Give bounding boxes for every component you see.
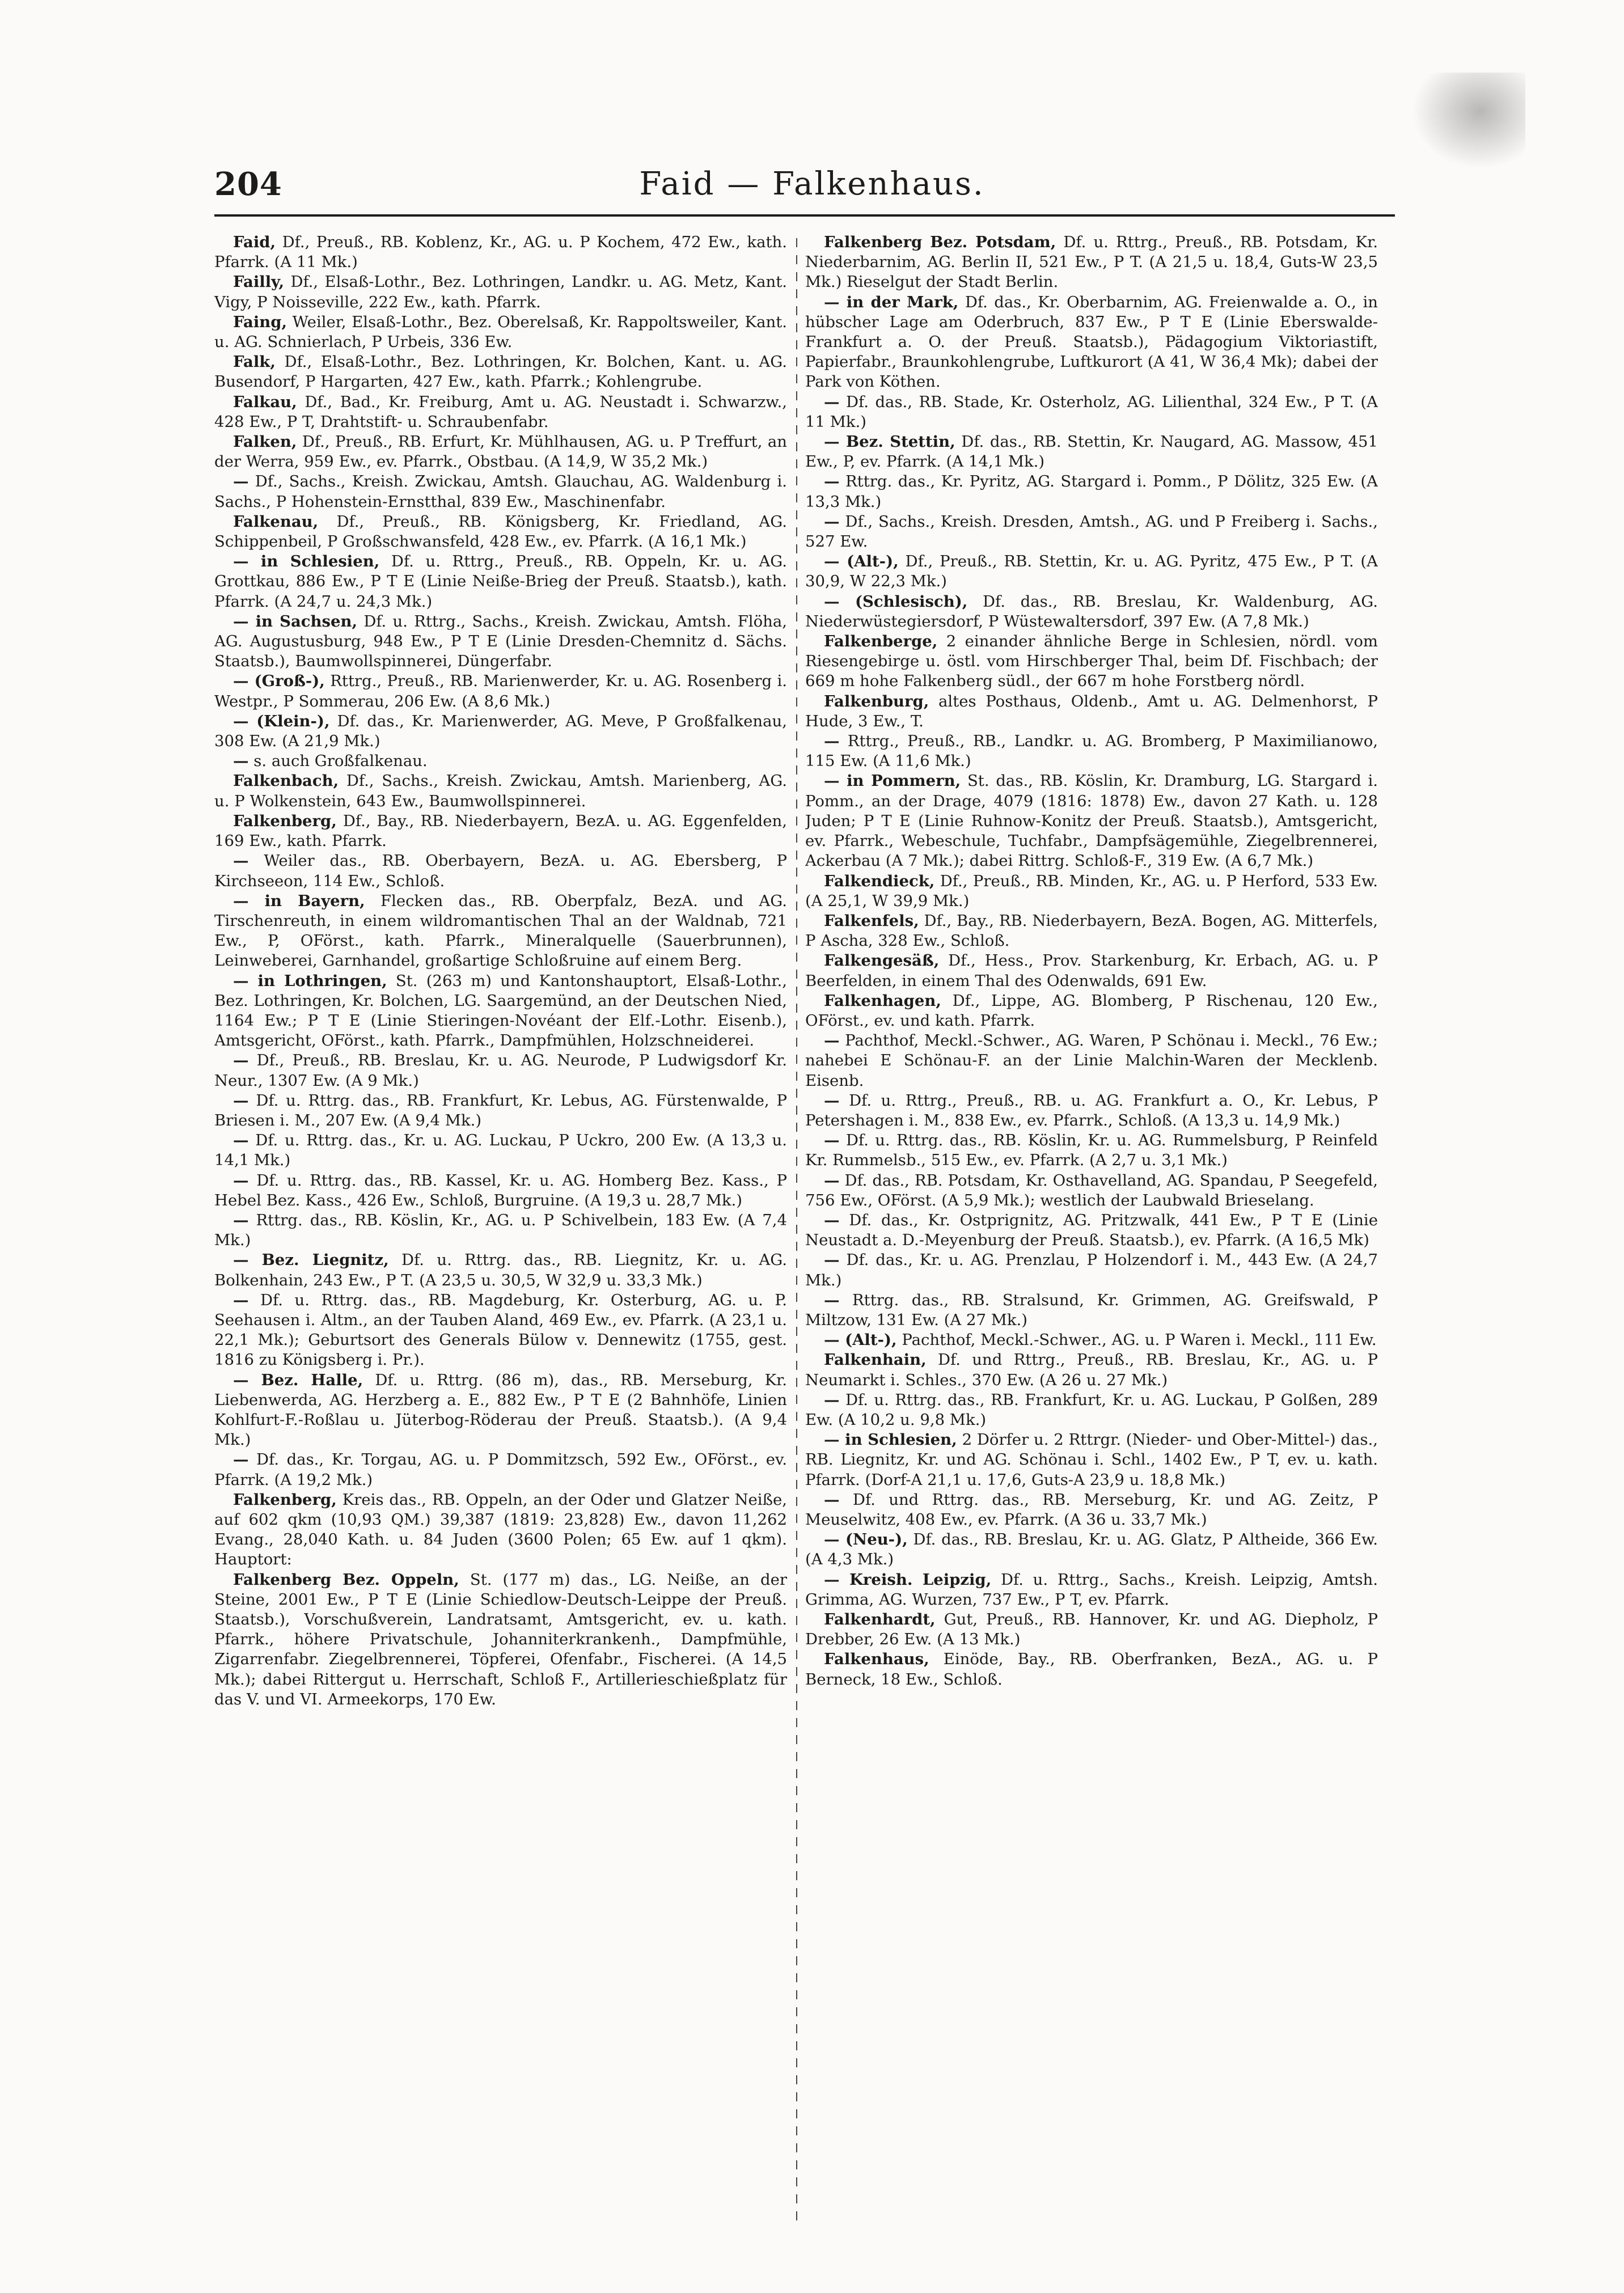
entry-headword: — in Lothringen,: [233, 971, 387, 990]
entry-text: Rttrg. das., RB. Köslin, Kr., AG. u. P Schivelbein, 183 Ew. (A 7,4 Mk.): [214, 1211, 787, 1250]
entry-headword: — Bez. Stettin,: [824, 433, 955, 451]
entry-text: Flecken das., RB. Oberpfalz, BezA. und AG. Tirschenreuth, in einem wildromantischen Thal an der Waldnab, 721 Ew., P, OFörst., kath. Pfarrk., Mineralquelle (Sauerbrunnen), Leinweberei, Garnhandel, großartige Schloßruine auf einem Berg.: [214, 891, 787, 970]
entry-headword: Falkenhaus,: [824, 1650, 929, 1669]
entry-headword: —: [824, 472, 840, 491]
dictionary-entry: [214, 392, 787, 432]
dictionary-entry: [805, 392, 1378, 432]
dictionary-entry: [805, 232, 1378, 293]
dictionary-entry: [805, 991, 1378, 1031]
entry-text: Weiler, Elsaß-Lothr., Bez. Oberelsaß, Kr. Rappoltsweiler, Kant. u. AG. Schnierlach, P Urbeis, 336 Ew.: [214, 312, 787, 352]
entry-headword: —: [824, 392, 840, 411]
entry-headword: —: [824, 512, 840, 531]
dictionary-entry: [805, 1171, 1378, 1211]
entry-headword: Falkenau,: [233, 512, 319, 531]
entry-text: Rttrg., Preuß., RB., Landkr. u. AG. Bromberg, P Maximilianowo, 115 Ew. (A 11,6 Mk.): [805, 732, 1378, 771]
dictionary-entry: [214, 1370, 787, 1450]
dictionary-entry: [214, 1291, 787, 1370]
entry-headword: —: [824, 1251, 840, 1270]
dictionary-entry: [214, 552, 787, 612]
entry-headword: — (Alt-),: [824, 552, 899, 571]
dictionary-entry: [214, 232, 787, 272]
entry-headword: — (Schlesisch),: [824, 592, 968, 611]
entry-text: Df. u. Rttrg. (86 m), das., RB. Merseburg, Kr. Liebenwerda, AG. Herzberg a. E., 882 Ew., P T E (2 Bahnhöfe, Linien Kohlfurt-F.-Roßlau u. Jüterbog-Röderau der Preuß. Staatsb.). (A 9,4 Mk.): [214, 1370, 787, 1449]
page-edge-smudge: [1412, 73, 1525, 169]
entry-text: Df. das., Kr. Ostprignitz, AG. Pritzwalk, 441 Ew., P T E (Linie Neustadt a. D.-Meyenburg der Preuß. Staatsb.), ev. Pfarrk. (A 16,5 Mk): [805, 1211, 1378, 1250]
entry-text: Rttrg., Preuß., RB. Marienwerder, Kr. u. AG. Rosenberg i. Westpr., P Sommerau, 206 Ew. (A 8,6 Mk.): [214, 672, 787, 710]
dictionary-entry: [805, 871, 1378, 911]
dictionary-entry: [805, 1330, 1378, 1350]
entry-headword: Falkengesäß,: [824, 951, 940, 970]
dictionary-entry: [805, 1570, 1378, 1610]
entry-headword: — Bez. Halle,: [233, 1370, 363, 1389]
dictionary-entry: [214, 1131, 787, 1170]
entry-text: Df., Sachs., Kreish. Dresden, Amtsh., AG. und P Freiberg i. Sachs., 527 Ew.: [805, 512, 1378, 551]
dictionary-entry: [214, 472, 787, 511]
entry-text: Df., Sachs., Kreish. Zwickau, Amtsh. Marienberg, AG. u. P Wolkenstein, 643 Ew., Baumwollspinnerei.: [214, 772, 787, 810]
entry-text: Einöde, Bay., RB. Oberfranken, BezA., AG. u. P Berneck, 18 Ew., Schloß.: [805, 1650, 1378, 1689]
entry-headword: Falk,: [233, 353, 276, 371]
dictionary-entry: [805, 632, 1378, 692]
entry-text: Df., Preuß., RB. Koblenz, Kr., AG. u. P Kochem, 472 Ew., kath. Pfarrk. (A 11 Mk.): [214, 233, 787, 272]
dictionary-entry: [805, 1131, 1378, 1170]
dictionary-entry: [214, 432, 787, 472]
dictionary-entry: [805, 552, 1378, 591]
entry-text: Df., Lippe, AG. Blomberg, P Rischenau, 120 Ew., OFörst., ev. und kath. Pfarrk.: [805, 991, 1378, 1030]
dictionary-entry: [214, 1570, 787, 1710]
entry-text: St. (263 m) und Kantonshauptort, Elsaß-Lothr., Bez. Lothringen, Kr. Bolchen, LG. Saargemünd, an der Deutschen Nied, 1164 Ew.; P T E (Linie Stieringen-Novéant der Elf.-Lothr. Eisenb.), Amtsgericht, OFörst., kath. Pfarrk., Dampfmühlen, Holzschneiderei.: [214, 971, 787, 1050]
entry-headword: Falkenfels,: [824, 911, 919, 930]
entry-text: Df., Bay., RB. Niederbayern, BezA. Bogen, AG. Mitterfels, P Ascha, 328 Ew., Schloß.: [805, 911, 1378, 950]
dictionary-entry: [214, 1450, 787, 1490]
entry-headword: —: [233, 1131, 249, 1150]
dictionary-entry: [214, 671, 787, 711]
dictionary-entry: [805, 472, 1378, 511]
entry-headword: Falkenhain,: [824, 1351, 927, 1369]
dictionary-entry: [214, 1091, 787, 1131]
entry-text: Df., Preuß., RB. Stettin, Kr. u. AG. Pyritz, 475 Ew., P T. (A 30,9, W 22,3 Mk.): [805, 552, 1378, 591]
entry-text: 2 einander ähnliche Berge in Schlesien, nördl. vom Riesengebirge u. östl. vom Hirschberger Thal, beim Df. Fischbach; der 669 m hohe Falkenberg südl., der 667 m hohe Forstberg nördl.: [805, 632, 1378, 691]
entry-text: Df., Bay., RB. Niederbayern, BezA. u. AG. Eggenfelden, 169 Ew., kath. Pfarrk.: [214, 811, 787, 851]
dictionary-entry: [805, 771, 1378, 871]
dictionary-entry: [805, 1250, 1378, 1290]
entry-headword: — (Groß-),: [233, 672, 325, 691]
dictionary-entry: [214, 612, 787, 672]
right-column: [805, 232, 1378, 2251]
entry-headword: Falkendieck,: [824, 871, 935, 890]
entry-text: Df. u. Rttrg. das., RB. Magdeburg, Kr. Osterburg, AG. u. P. Seehausen i. Altm., an der Tauben Aland, 469 Ew., ev. Pfarrk. (A 23,1 u. 22,1 Mk.); Geburtsort des Generals Bülow v. Dennewitz (1755, gest. 1816 zu Königsberg i. Pr.).: [214, 1291, 787, 1369]
entry-headword: — in Schlesien,: [233, 552, 380, 571]
dictionary-entry: [805, 1091, 1378, 1131]
dictionary-entry: [214, 1051, 787, 1090]
entry-text: Df. u. Rttrg. das., RB. Frankfurt, Kr. Lebus, AG. Fürstenwalde, P Briesen i. M., 207 Ew. (A 9,4 Mk.): [214, 1091, 787, 1129]
entry-headword: —: [824, 1131, 840, 1150]
dictionary-entry: [805, 692, 1378, 731]
dictionary-entry: [805, 1291, 1378, 1330]
entry-headword: Falkenberg Bez. Potsdam,: [824, 233, 1056, 251]
entry-text: Df. u. Rttrg. das., RB. Frankfurt, Kr. u. AG. Luckau, P Golßen, 289 Ew. (A 10,2 u. 9,8 Mk.): [805, 1390, 1378, 1429]
dictionary-entry: [805, 1530, 1378, 1569]
dictionary-entry: [214, 312, 787, 352]
dictionary-entry: [805, 293, 1378, 392]
dictionary-entry: [805, 951, 1378, 991]
entry-text: Df. u. Rttrg., Preuß., RB. Potsdam, Kr. Niederbarnim, AG. Berlin II, 521 Ew., P T. (A 21,5 u. 18,4, Guts-W 23,5 Mk.) Rieselgut der Stadt Berlin.: [805, 233, 1378, 291]
dictionary-entry: [805, 1649, 1378, 1689]
dictionary-entry: [805, 1610, 1378, 1649]
entry-headword: — (Alt-),: [824, 1331, 897, 1349]
entry-headword: —: [824, 1490, 840, 1509]
dictionary-entry: [805, 1031, 1378, 1091]
dictionary-entry: [214, 971, 787, 1051]
entry-headword: —: [233, 1450, 249, 1469]
entry-headword: Failly,: [233, 273, 285, 291]
entry-text: Df. das., Kr. u. AG. Prenzlau, P Holzendorf i. M., 443 Ew. (A 24,7 Mk.): [805, 1251, 1378, 1289]
entry-text: Df. u. Rttrg. das., RB. Kassel, Kr. u. AG. Homberg Bez. Kass., P Hebel Bez. Kass., 426 Ew., Schloß, Burgruine. (A 19,3 u. 28,7 Mk.): [214, 1171, 787, 1209]
dictionary-entry: [214, 272, 787, 312]
entry-headword: —: [233, 852, 249, 870]
entry-headword: — in Schlesien,: [824, 1431, 957, 1449]
entry-text: Df. und Rttrg. das., RB. Merseburg, Kr. und AG. Zeitz, P Meuselwitz, 408 Ew., ev. Pfarrk. (A 36 u. 33,7 Mk.): [805, 1490, 1378, 1529]
entry-headword: —: [824, 1291, 840, 1309]
dictionary-entry: [214, 891, 787, 971]
entry-text: Df., Sachs., Kreish. Zwickau, Amtsh. Glauchau, AG. Waldenburg i. Sachs., P Hohenstein-Ernstthal, 839 Ew., Maschinenfabr.: [214, 472, 787, 511]
entry-text: Df. das., Kr. Marienwerder, AG. Meve, P Großfalkenau, 308 Ew. (A 21,9 Mk.): [214, 712, 787, 751]
entry-text: Df., Preuß., RB. Minden, Kr., AG. u. P Herford, 533 Ew. (A 25,1, W 39,9 Mk.): [805, 871, 1378, 910]
dictionary-entry: [805, 1390, 1378, 1430]
entry-headword: —: [824, 1390, 840, 1409]
entry-headword: —: [824, 1031, 840, 1050]
entry-headword: —: [233, 472, 249, 491]
dictionary-entry: [805, 1211, 1378, 1250]
entry-headword: Falkau,: [233, 392, 297, 411]
entry-text: Df. u. Rttrg. das., Kr. u. AG. Luckau, P Uckro, 200 Ew. (A 13,3 u. 14,1 Mk.): [214, 1131, 787, 1170]
entry-text: Df. u. Rttrg., Preuß., RB. u. AG. Frankfurt a. O., Kr. Lebus, P Petershagen i. M., 838 Ew., ev. Pfarrk., Schloß. (A 13,3 u. 14,9 Mk.): [805, 1091, 1378, 1129]
entry-text: Df. u. Rttrg. das., RB. Liegnitz, Kr. u. AG. Bolkenhain, 243 Ew., P T. (A 23,5 u. 30,5, W 32,9 u. 33,3 Mk.): [214, 1251, 787, 1289]
header-rule: [214, 214, 1395, 217]
entry-text: Df. das., RB. Stettin, Kr. Naugard, AG. Massow, 451 Ew., P, ev. Pfarrk. (A 14,1 Mk.): [805, 433, 1378, 471]
entry-headword: Falkenberg Bez. Oppeln,: [233, 1570, 459, 1589]
dictionary-entry: [214, 1490, 787, 1570]
entry-text: Pachthof, Meckl.-Schwer., AG. Waren, P Schönau i. Meckl., 76 Ew.; nahebei E Schönau-F. an der Linie Malchin-Waren der Mecklenb. Eisenb.: [805, 1031, 1378, 1090]
entry-headword: —: [824, 1091, 840, 1110]
entry-headword: —: [233, 1211, 249, 1229]
entry-headword: —: [233, 752, 249, 771]
entry-text: Df. das., Kr. Oberbarnim, AG. Freienwalde a. O., in hübscher Lage am Oderbruch, 837 Ew., P T E (Linie Eberswalde-Frankfurt a. O. der Preuß. Staatsb.), Pädagogium Viktoriastift, Papierfabr., Braunkohlengrube, Luftkurort (A 41, W 36,4 Mk); dabei der Park von Köthen.: [805, 293, 1378, 391]
dictionary-entry: [805, 1430, 1378, 1490]
entry-headword: —: [233, 1091, 249, 1110]
entry-text: Df., Preuß., RB. Königsberg, Kr. Friedland, AG. Schippenbeil, P Großschwansfeld, 428 Ew., ev. Pfarrk. (A 16,1 Mk.): [214, 512, 787, 551]
dictionary-entry: [805, 592, 1378, 632]
entry-headword: —: [233, 1291, 249, 1309]
entry-text: Df. das., RB. Stade, Kr. Osterholz, AG. Lilienthal, 324 Ew., P T. (A 11 Mk.): [805, 392, 1378, 431]
entry-text: Df., Preuß., RB. Erfurt, Kr. Mühlhausen, AG. u. P Treffurt, an der Werra, 959 Ew., ev. Pfarrk., Obstbau. (A 14,9, W 35,2 Mk.): [214, 433, 787, 471]
dictionary-entry: [214, 751, 787, 771]
entry-text: Weiler das., RB. Oberbayern, BezA. u. AG. Ebersberg, P Kirchseeon, 114 Ew., Schloß.: [214, 852, 787, 890]
entry-headword: —: [824, 1171, 840, 1190]
entry-text: Df. u. Rttrg., Sachs., Kreish. Zwickau, Amtsh. Flöha, AG. Augustusburg, 948 Ew., P T E (Linie Dresden-Chemnitz d. Sächs. Staatsb.), Baumwollspinnerei, Düngerfabr.: [214, 612, 787, 671]
dictionary-entry: [805, 1350, 1378, 1390]
entry-text: Df., Preuß., RB. Breslau, Kr. u. AG. Neurode, P Ludwigsdorf Kr. Neur., 1307 Ew. (A 9 Mk.): [214, 1051, 787, 1090]
entry-text: Df., Bad., Kr. Freiburg, Amt u. AG. Neustadt i. Schwarzw., 428 Ew., P T, Drahtstift- u. Schraubenfabr.: [214, 392, 787, 431]
entry-headword: — in Sachsen,: [233, 612, 358, 631]
entry-text: altes Posthaus, Oldenb., Amt u. AG. Delmenhorst, P Hude, 3 Ew., T.: [805, 692, 1378, 730]
entry-headword: — (Klein-),: [233, 712, 330, 730]
dictionary-entry: [214, 1211, 787, 1250]
entry-text: Df. und Rttrg., Preuß., RB. Breslau, Kr., AG. u. P Neumarkt i. Schles., 370 Ew. (A 26 u. 27 Mk.): [805, 1351, 1378, 1389]
entry-text: 2 Dörfer u. 2 Rttrgr. (Nieder- und Ober-Mittel-) das., RB. Liegnitz, Kr. und AG. Schönau i. Schl., 1402 Ew., P T, ev. u. kath. Pfarrk. (Dorf-A 21,1 u. 17,6, Guts-A 23,9 u. 18,8 Mk.): [805, 1431, 1378, 1489]
entry-headword: — in der Mark,: [824, 293, 959, 311]
entry-headword: — in Bayern,: [233, 891, 365, 910]
entry-headword: Falkenburg,: [824, 692, 929, 710]
left-column: [214, 232, 787, 2251]
dictionary-entry: [214, 771, 787, 811]
entry-text: Df. u. Rttrg., Sachs., Kreish. Leipzig, Amtsh. Grimma, AG. Wurzen, 737 Ew., P T, ev. Pfarrk.: [805, 1570, 1378, 1609]
entry-text: Rttrg. das., RB. Stralsund, Kr. Grimmen, AG. Greifswald, P Miltzow, 131 Ew. (A 27 Mk.): [805, 1291, 1378, 1329]
entry-headword: — Kreish. Leipzig,: [824, 1570, 992, 1589]
entry-headword: Falkenberg,: [233, 1490, 337, 1509]
entry-headword: — (Neu-),: [824, 1530, 908, 1549]
entry-text: Df. das., Kr. Torgau, AG. u. P Dommitzsch, 592 Ew., OFörst., ev. Pfarrk. (A 19,2 Mk.): [214, 1450, 787, 1489]
entry-text: St. das., RB. Köslin, Kr. Dramburg, LG. Stargard i. Pomm., an der Drage, 4079 (1816: 1878) Ew., davon 27 Kath. u. 128 Juden; P T E (Linie Ruhnow-Konitz der Preuß. Staatsb.), Amtsgericht, ev. Pfarrk., Webeschule, Tuchfabr., Dampfsägemühle, Ziegelbrennerei, Ackerbau (A 7 Mk.); dabei Rittrg. Schloß-F., 319 Ew. (A 6,7 Mk.): [805, 772, 1378, 870]
entry-text: Df., Elsaß-Lothr., Bez. Lothringen, Landkr. u. AG. Metz, Kant. Vigy, P Noisseville, 222 Ew., kath. Pfarrk.: [214, 273, 787, 311]
dictionary-entry: [214, 352, 787, 392]
entry-headword: Falkenhagen,: [824, 991, 941, 1010]
dictionary-entry: [214, 851, 787, 891]
entry-text: Df. das., RB. Breslau, Kr. Waldenburg, AG. Niederwüstegiersdorf, P Wüstewaltersdorf, 397 Ew. (A 7,8 Mk.): [805, 592, 1378, 631]
entry-text: Gut, Preuß., RB. Hannover, Kr. und AG. Diepholz, P Drebber, 26 Ew. (A 13 Mk.): [805, 1610, 1378, 1649]
entry-text: s. auch Großfalkenau.: [253, 752, 428, 771]
entry-headword: Faing,: [233, 312, 287, 331]
entry-text: Rttrg. das., Kr. Pyritz, AG. Stargard i. Pomm., P Dölitz, 325 Ew. (A 13,3 Mk.): [805, 472, 1378, 511]
entry-headword: — Bez. Liegnitz,: [233, 1251, 389, 1270]
entry-text: Kreis das., RB. Oppeln, an der Oder und Glatzer Neiße, auf 602 qkm (10,93 QM.) 39,387 (1819: 23,828) Ew., davon 11,262 Evang., 28,040 Kath. u. 84 Juden (3600 Polen; 65 Ew. auf 1 qkm). Hauptort:: [214, 1490, 787, 1569]
dictionary-entry: [805, 512, 1378, 552]
entry-headword: Falkenhardt,: [824, 1610, 936, 1629]
dictionary-entry: [214, 811, 787, 851]
dictionary-entry: [214, 512, 787, 552]
page-title: Faid — Falkenhaus.: [639, 166, 985, 202]
dictionary-entry: [214, 712, 787, 751]
dictionary-entry: [805, 911, 1378, 951]
dictionary-entry: [214, 1171, 787, 1211]
entry-headword: — in Pommern,: [824, 772, 961, 790]
entry-headword: —: [824, 732, 840, 751]
entry-text: Df. u. Rttrg., Preuß., RB. Oppeln, Kr. u. AG. Grottkau, 886 Ew., P T E (Linie Neiße-Brieg der Preuß. Staatsb.), kath. Pfarrk. (A 24,7 u. 24,3 Mk.): [214, 552, 787, 611]
entry-text: Df. das., RB. Breslau, Kr. u. AG. Glatz, P Altheide, 366 Ew. (A 4,3 Mk.): [805, 1530, 1378, 1569]
entry-headword: Falkenberge,: [824, 632, 938, 651]
entry-text: Df., Hess., Prov. Starkenburg, Kr. Erbach, AG. u. P Beerfelden, in einem Thal des Odenwalds, 691 Ew.: [805, 951, 1378, 990]
dictionary-entry: [805, 731, 1378, 771]
entry-text: Pachthof, Meckl.-Schwer., AG. u. P Waren i. Meckl., 111 Ew.: [902, 1331, 1377, 1349]
dictionary-entry: [805, 1490, 1378, 1530]
entry-text: Df., Elsaß-Lothr., Bez. Lothringen, Kr. Bolchen, Kant. u. AG. Busendorf, P Hargarten, 427 Ew., kath. Pfarrk.; Kohlengrube.: [214, 353, 787, 391]
entry-headword: Faid,: [233, 233, 276, 251]
entry-headword: Falkenbach,: [233, 772, 339, 790]
entry-headword: —: [824, 1211, 840, 1229]
entry-text: St. (177 m) das., LG. Neiße, an der Steine, 2001 Ew., P T E (Linie Schiedlow-Deutsch-Leippe der Preuß. Staatsb.), Vorschußverein, Landratsamt, Amtsgericht, ev. u. kath. Pfarrk., höhere Privatschule, Johanniterkrankenh., Dampfmühle, Zigarrenfabr. Ziegelbrennerei, Töpferei, Ofenfabr., Fischerei. (A 14,5 Mk.); dabei Rittergut u. Herrschaft, Schloß F., Artillerieschießplatz für das V. und VI. Armeekorps, 170 Ew.: [214, 1570, 787, 1708]
entry-headword: —: [233, 1171, 249, 1190]
entry-headword: Falkenberg,: [233, 811, 337, 830]
column-divider: [796, 238, 797, 2223]
page-number: 204: [214, 166, 282, 203]
entry-headword: —: [233, 1051, 249, 1070]
dictionary-entry: [805, 432, 1378, 472]
dictionary-entry: [214, 1250, 787, 1290]
entry-text: Df. u. Rttrg. das., RB. Köslin, Kr. u. AG. Rummelsburg, P Reinfeld Kr. Rummelsb., 515 Ew., ev. Pfarrk. (A 2,7 u. 3,1 Mk.): [805, 1131, 1378, 1170]
entry-headword: Falken,: [233, 433, 297, 451]
entry-text: Df. das., RB. Potsdam, Kr. Osthavelland, AG. Spandau, P Seegefeld, 756 Ew., OFörst. (A 5,9 Mk.); westlich der Laubwald Brieselang.: [805, 1171, 1378, 1209]
